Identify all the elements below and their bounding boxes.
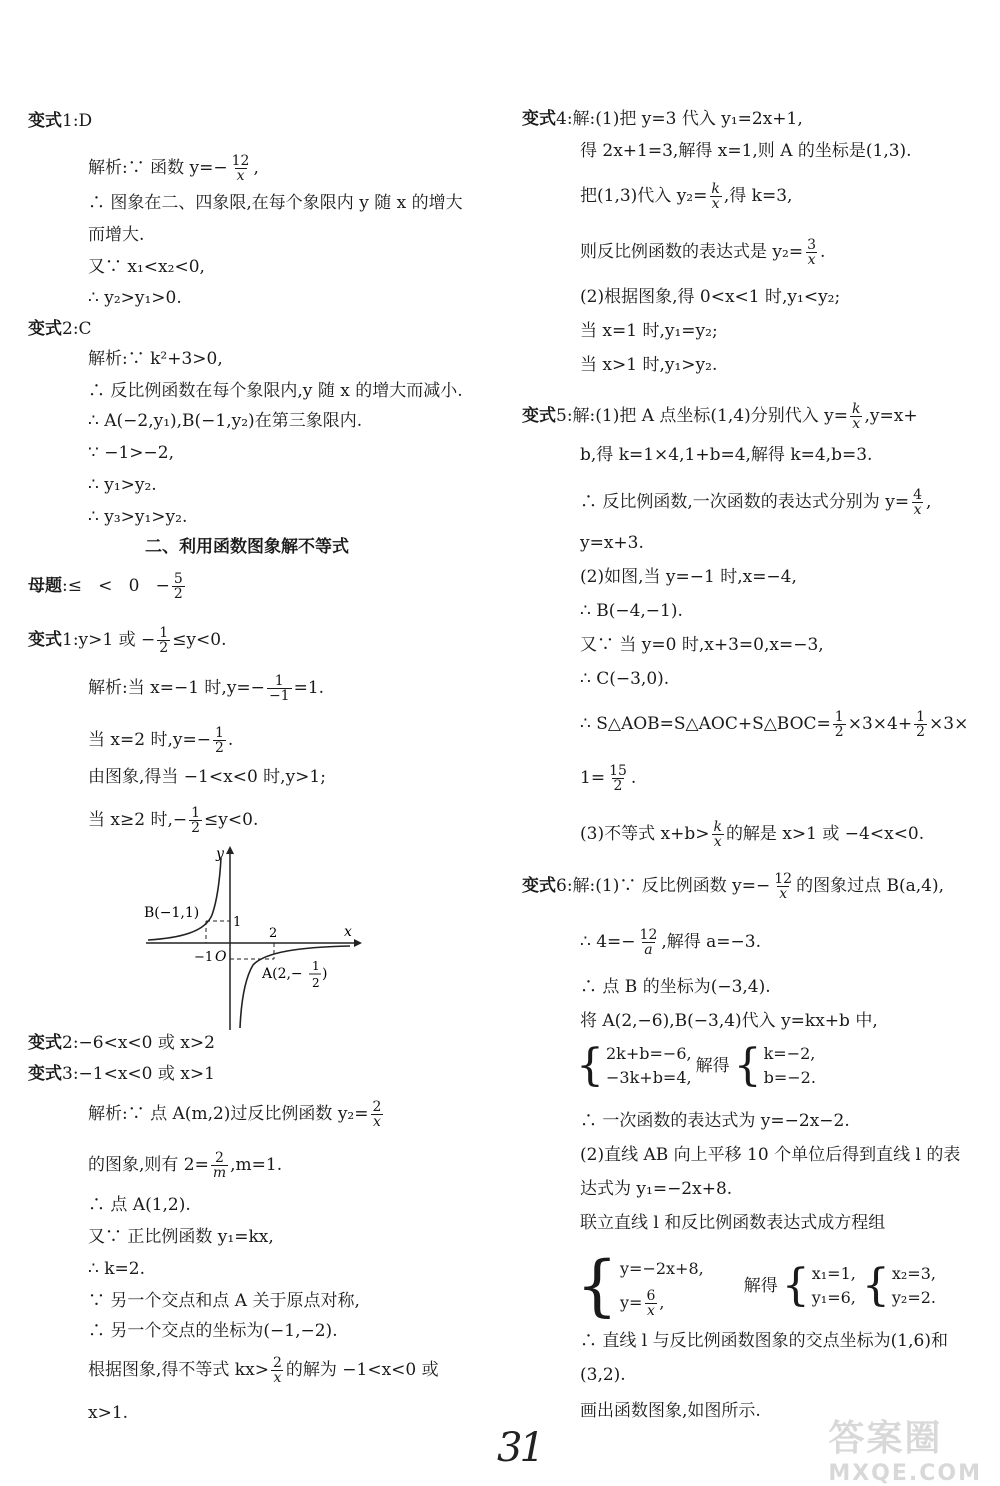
tick-label-1: 1 xyxy=(233,915,242,930)
text-line: ∴ 4=− $\frac{12}{a}$ ,解得 a=−3. xyxy=(580,926,762,958)
variant-2b-heading: 变式 2:−6<x<0 或 x>2 xyxy=(28,1033,215,1053)
mother-problem: 母题 :≤ < 0 − $\frac{5}{2}$ xyxy=(28,570,183,602)
text-line: 则反比例函数的表达式是 y₂= $\frac{3}{x}$ . xyxy=(580,236,826,268)
variant-6-heading: 变式 6:解:(1)∵ 反比例函数 y=− $\frac{12}{x}$ 的图象过点 B(a,4), xyxy=(522,870,945,902)
text-line: x>1. xyxy=(88,1403,129,1423)
text-line: ∴ y₃>y₁>y₂. xyxy=(88,507,188,527)
variant-2-heading: 变式 2:C xyxy=(28,319,92,339)
x-axis-arrow xyxy=(354,939,362,947)
text-line: 解析:∵ 点 A(m,2)过反比例函数 y₂= $\frac{2}{x}$ xyxy=(88,1098,382,1130)
text-line: ∴ 图象在二、四象限,在每个象限内 y 随 x 的增大 xyxy=(88,193,463,213)
point-a-frac-den: 2 xyxy=(312,976,320,990)
text-line: ∴ B(−4,−1). xyxy=(580,601,683,621)
text-line: ∴ 点 A(1,2). xyxy=(88,1195,191,1215)
x-axis-label: x xyxy=(344,924,352,940)
left-column xyxy=(0,0,500,1481)
brace: { xyxy=(733,1040,762,1091)
text-line: 当 x>1 时,y₁>y₂. xyxy=(580,355,718,375)
text-line: ∴ A(−2,y₁),B(−1,y₂)在第三象限内. xyxy=(88,411,363,431)
watermark: 答案圈 MXQE.COM xyxy=(828,1418,982,1486)
text-line: (3,2). xyxy=(580,1365,626,1385)
equation-system-2: { y=−2x+8, y= $\frac{6}{x}$ , 解得 { x₁=1, y₁=6, { x₂=3, y₂=2. xyxy=(576,1247,936,1324)
text-line: 而增大. xyxy=(88,225,145,245)
text-line: 将 A(2,−6),B(−3,4)代入 y=kx+b 中, xyxy=(580,1011,878,1031)
fraction: $\frac{12}{x}$ xyxy=(231,152,250,184)
brace: { xyxy=(861,1260,890,1311)
text-line: (2)如图,当 y=−1 时,x=−4, xyxy=(580,567,797,587)
brace: { xyxy=(781,1260,810,1311)
text-line: 1= $\frac{15}{2}$ . xyxy=(580,762,637,794)
text-line: ∴ y₂>y₁>0. xyxy=(88,288,182,308)
text-line: ∴ 直线 l 与反比例函数图象的交点坐标为(1,6)和 xyxy=(580,1331,948,1351)
text-line: 当 x=1 时,y₁=y₂; xyxy=(580,321,718,341)
variant-1-analysis: 解析:∵ 函数 y=− $\frac{12}{x}$ , xyxy=(88,152,259,184)
text-line: 根据图象,得不等式 kx> 2 x 的解为 −1<x<0 或 xyxy=(88,1354,439,1386)
text-line: 把(1,3)代入 y₂= $\frac{k}{x}$ ,得 k=3, xyxy=(580,180,793,212)
text-line: ∴ 点 B 的坐标为(−3,4). xyxy=(580,977,771,997)
text-line: ∴ 反比例函数,一次函数的表达式分别为 y= $\frac{4}{x}$ , xyxy=(580,486,932,518)
text-line: 由图象,得当 −1<x<0 时,y>1; xyxy=(88,767,326,787)
origin-label: O xyxy=(215,949,227,965)
text-line: ∴ 一次函数的表达式为 y=−2x−2. xyxy=(580,1111,850,1131)
text-line: (2)直线 AB 向上平移 10 个单位后得到直线 l 的表 xyxy=(580,1145,961,1165)
text-line: ∴ C(−3,0). xyxy=(580,669,670,689)
section-title: 二、利用函数图象解不等式 xyxy=(145,537,349,557)
text-line: ∵ 另一个交点和点 A 关于原点对称, xyxy=(88,1291,360,1311)
tick-label-2: 2 xyxy=(269,926,278,941)
text-line: ∴ 另一个交点的坐标为(−1,−2). xyxy=(88,1321,338,1341)
text-line: 解析:∵ k²+3>0, xyxy=(88,349,223,369)
text-line: (2)根据图象,得 0<x<1 时,y₁<y₂; xyxy=(580,287,841,307)
brace: { xyxy=(576,1040,604,1091)
text-line: 联立直线 l 和反比例函数表达式成方程组 xyxy=(580,1213,886,1233)
text-line: b,得 k=1×4,1+b=4,解得 k=4,b=3. xyxy=(580,445,873,465)
text-line: 达式为 y₁=−2x+8. xyxy=(580,1179,733,1199)
hyperbola-branch-lower-right xyxy=(240,946,350,1028)
text-line: 画出函数图象,如图所示. xyxy=(580,1401,761,1421)
text-line: 又∵ 正比例函数 y₁=kx, xyxy=(88,1227,274,1247)
text-line: ∴ y₁>y₂. xyxy=(88,475,157,495)
text-line: ∴ S△AOB=S△AOC+S△BOC= $\frac{1}{2}$ ×3×4+ $\frac{1}{2}$ ×3× xyxy=(580,708,969,740)
hyperbola-graph xyxy=(140,840,370,1040)
variant-1-heading: 变式 1:D xyxy=(28,111,93,131)
handwritten-page-number: 31 xyxy=(497,1425,542,1471)
y-axis-arrow xyxy=(226,846,234,854)
tick-label-minus-1: −1 xyxy=(194,950,214,965)
variant-1b-heading: 变式 1:y>1 或 − $\frac{1}{2}$ ≤y<0. xyxy=(28,624,227,656)
brace: { xyxy=(576,1247,618,1324)
variant-3-heading: 变式 3:−1<x<0 或 x>1 xyxy=(28,1064,215,1084)
text-line: 又∵ 当 y=0 时,x+3=0,x=−3, xyxy=(580,635,824,655)
text-line: (3)不等式 x+b> k x 的解是 x>1 或 −4<x<0. xyxy=(580,818,925,850)
variant-5-heading: 变式 5:解:(1)把 A 点坐标(1,4)分别代入 y= $\frac{k}{x}$ ,y=x+ xyxy=(522,400,918,432)
text-line: 又∵ x₁<x₂<0, xyxy=(88,257,205,277)
text-line: 当 x≥2 时,− $\frac{1}{2}$ ≤y<0. xyxy=(88,804,259,836)
text-line: 得 2x+1=3,解得 x=1,则 A 的坐标是(1,3). xyxy=(580,141,912,161)
text-line: 当 x=2 时,y=− $\frac{1}{2}$ . xyxy=(88,724,234,756)
point-a-label: A(2,− xyxy=(262,966,303,982)
hyperbola-branch-upper-left xyxy=(148,858,221,940)
right-column xyxy=(500,0,1000,1481)
point-a-close: ) xyxy=(322,966,328,982)
equation-system-1: { 2k+b=−6, −3k+b=4, 解得 { k=−2, b=−2. xyxy=(576,1040,816,1091)
point-a-frac-num: 1 xyxy=(312,959,320,973)
text-line: ∵ −1>−2, xyxy=(88,443,174,463)
text-line: ∴ 反比例函数在每个象限内,y 随 x 的增大而减小. xyxy=(88,381,463,401)
text-line: ∴ k=2. xyxy=(88,1259,145,1279)
text-line: 的图象,则有 2= $\frac{2}{m}$ ,m=1. xyxy=(88,1149,283,1181)
point-b-label: B(−1,1) xyxy=(144,905,200,921)
y-axis-label: y xyxy=(216,846,224,862)
text-line: y=x+3. xyxy=(580,533,644,553)
variant-4-heading: 变式 4:解:(1)把 y=3 代入 y₁=2x+1, xyxy=(522,109,803,129)
text-line: 解析:当 x=−1 时,y=− $\frac{1}{-1}$ =1. xyxy=(88,672,325,704)
